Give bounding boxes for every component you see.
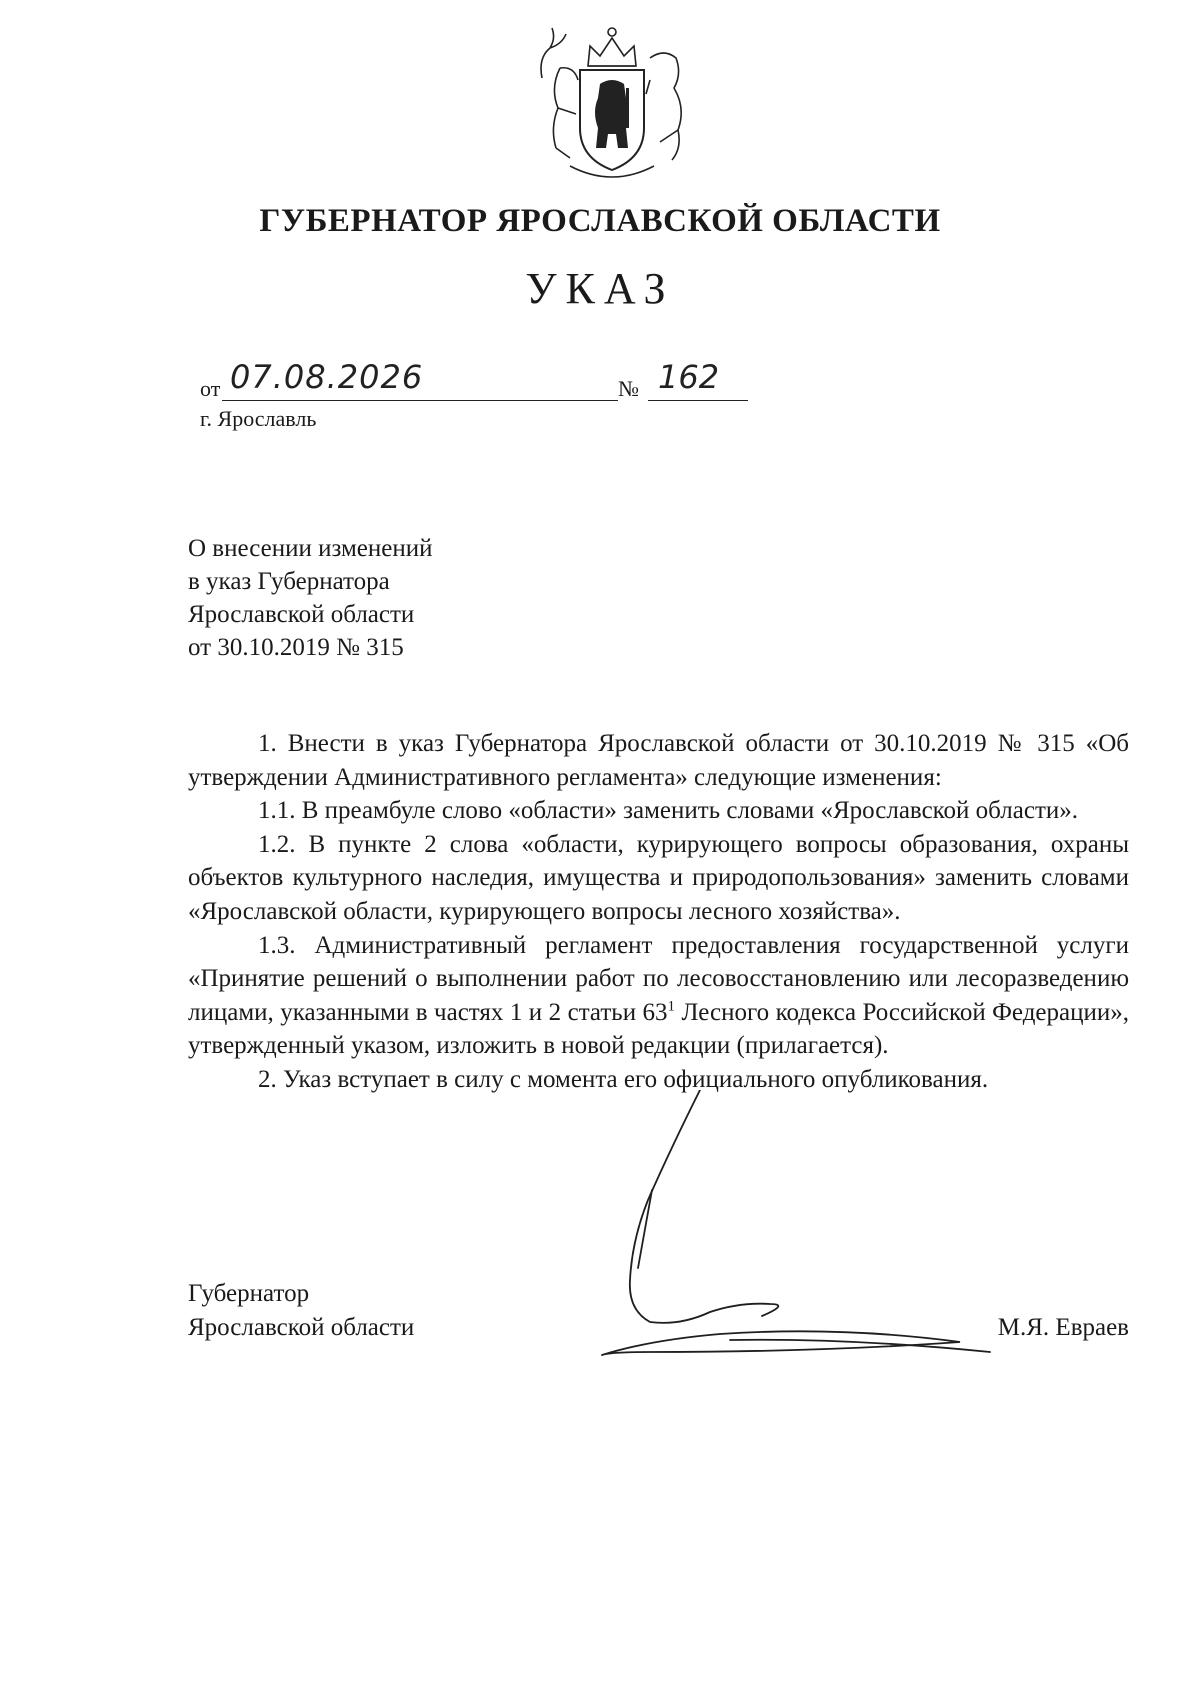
clause-1: 1. Внести в указ Губернатора Ярославской области от 30.10.2019 № 315 «Об утверждении Административного регламента» следующие изменения:: [188, 730, 1129, 791]
subject-line: в указ Губернатора: [188, 568, 390, 595]
handwritten-signature: [590, 1090, 1050, 1380]
number-sign: №: [618, 376, 639, 401]
document-type: УКАЗ: [525, 264, 675, 313]
signatory-title: [188, 1277, 414, 1345]
date-underline: [222, 400, 618, 401]
decree-body: [188, 727, 1129, 1097]
decree-number: 162: [658, 358, 720, 396]
clause-1-1: 1.1. В преамбуле слово «области» заменить словами «Ярославской области».: [258, 797, 1078, 825]
clause-1-3: [188, 929, 1129, 1063]
article-superscript: 1: [667, 998, 676, 1015]
subject-line: Ярославской области: [188, 601, 415, 628]
clause-2: 2. Указ вступает в силу с момента его официального опубликования.: [258, 1065, 989, 1093]
signatory-title-line: Губернатор: [188, 1280, 310, 1307]
signatory-title-line: Ярославской области: [188, 1314, 415, 1341]
coat-of-arms-icon: [530, 18, 695, 180]
issuing-city: г. Ярославль: [200, 406, 317, 431]
decree-date: 07.08.2026: [230, 358, 424, 396]
clause-1-3-text: 1.3. Административный регламент предоставления государственной услуги «Принятие решений о выполнении работ по лесовосстановлению или лесоразведению лицами, указанными в частях 1 и 2 статьи 63: [188, 931, 1129, 1026]
date-prefix: от: [200, 376, 221, 401]
clause-1-2: 1.2. В пункте 2 слова «области, курирующего вопросы образования, охраны объектов культурного наследия, имущества и природопользования» заменить словами «Ярославской области, курирующего вопросы лесного хозяйства».: [188, 830, 1129, 925]
clause-1-3-text-end: Лесного кодекса Российской Федерации», утвержденный указом, изложить в новой редакции (прилагается).: [188, 998, 1129, 1060]
registration-line: [200, 358, 720, 401]
issuing-authority: ГУБЕРНАТОР ЯРОСЛАВСКОЙ ОБЛАСТИ: [259, 203, 941, 239]
number-underline: [648, 400, 748, 401]
subject-line: от 30.10.2019 № 315: [188, 634, 404, 661]
decree-subject: [188, 532, 608, 664]
subject-line: О внесении изменений: [188, 535, 433, 562]
signatory-name: М.Я. Евраев: [997, 1314, 1129, 1341]
